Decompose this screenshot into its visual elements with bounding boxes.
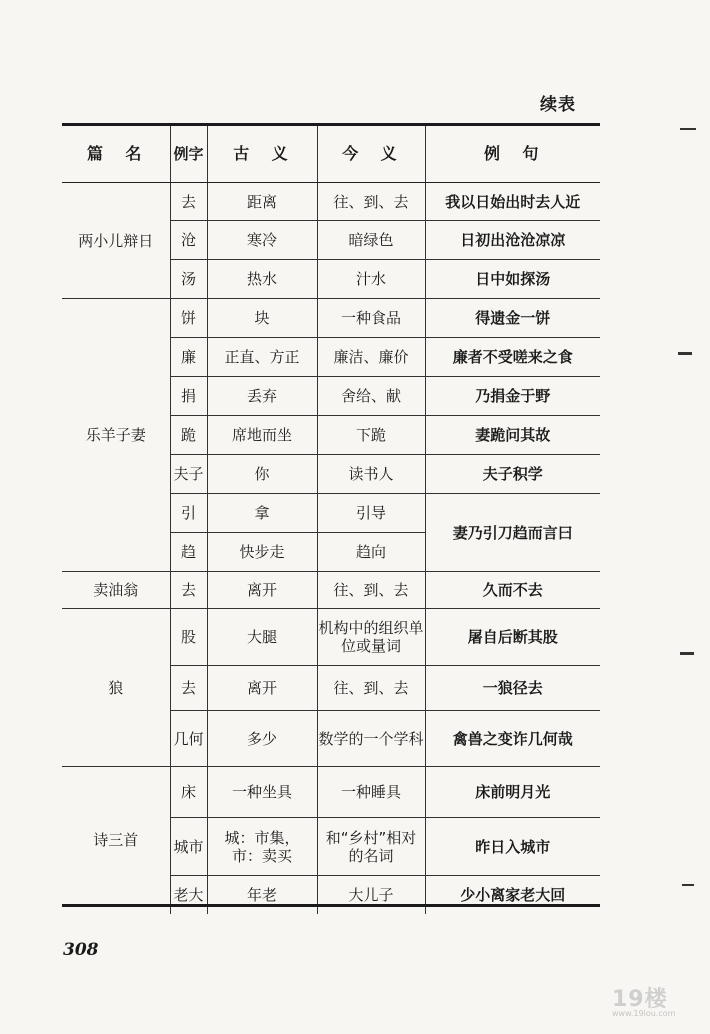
table-row: [62, 767, 600, 818]
lesson-title: 诗三首: [62, 767, 170, 914]
example-char: 老大: [170, 876, 207, 914]
new-meaning: 往、到、去: [317, 183, 425, 221]
example-char: 床: [170, 767, 207, 818]
new-meaning: 和“乡村”相对的名词: [317, 818, 425, 876]
vocabulary-table: [62, 126, 600, 914]
margin-mark: [682, 884, 694, 886]
old-meaning: 离开: [207, 572, 317, 609]
old-meaning: 大腿: [207, 609, 317, 666]
lesson-title: 狼: [62, 609, 170, 767]
new-meaning: 一种食品: [317, 299, 425, 338]
example-sentence: 廉者不受嗟来之食: [425, 338, 600, 377]
old-meaning: 距离: [207, 183, 317, 221]
new-meaning: 数学的一个学科: [317, 711, 425, 767]
table-row: [62, 572, 600, 609]
example-sentence: 少小离家老大回: [425, 876, 600, 914]
new-meaning: 大儿子: [317, 876, 425, 914]
header-old-meaning: 古 义: [207, 126, 317, 183]
old-meaning: 一种坐具: [207, 767, 317, 818]
old-meaning: 城：市集，市：卖买: [207, 818, 317, 876]
new-meaning: 暗绿色: [317, 221, 425, 260]
example-char: 引: [170, 494, 207, 533]
new-meaning: 引导: [317, 494, 425, 533]
example-sentence: 得遗金一饼: [425, 299, 600, 338]
new-meaning: 机构中的组织单位或量词: [317, 609, 425, 666]
old-meaning: 年老: [207, 876, 317, 914]
new-meaning: 往、到、去: [317, 572, 425, 609]
example-char: 捐: [170, 377, 207, 416]
example-char: 城市: [170, 818, 207, 876]
new-meaning: 读书人: [317, 455, 425, 494]
old-meaning: 寒冷: [207, 221, 317, 260]
example-sentence: 屠自后断其股: [425, 609, 600, 666]
margin-mark: [680, 652, 694, 655]
example-sentence: 禽兽之变诈几何哉: [425, 711, 600, 767]
table-row: [62, 609, 600, 666]
example-sentence: 久而不去: [425, 572, 600, 609]
example-char: 汤: [170, 260, 207, 299]
example-char: 趋: [170, 533, 207, 572]
example-sentence: 夫子积学: [425, 455, 600, 494]
example-sentence: 日初出沧沧凉凉: [425, 221, 600, 260]
new-meaning: 一种睡具: [317, 767, 425, 818]
example-sentence: 日中如探汤: [425, 260, 600, 299]
example-char: 夫子: [170, 455, 207, 494]
example-char: 去: [170, 183, 207, 221]
margin-mark: [678, 352, 692, 355]
table-header-row: [62, 126, 600, 183]
table-row: [62, 299, 600, 338]
lesson-title: 卖油翁: [62, 572, 170, 609]
example-char: 去: [170, 572, 207, 609]
old-meaning: 多少: [207, 711, 317, 767]
example-sentence: 床前明月光: [425, 767, 600, 818]
lesson-title: 乐羊子妻: [62, 299, 170, 572]
old-meaning: 拿: [207, 494, 317, 533]
old-meaning: 热水: [207, 260, 317, 299]
new-meaning: 汁水: [317, 260, 425, 299]
example-sentence: 昨日入城市: [425, 818, 600, 876]
bottom-rule: [62, 904, 600, 907]
continued-label: 续表: [540, 95, 576, 115]
header-example: 例 句: [425, 126, 600, 183]
example-char: 沧: [170, 221, 207, 260]
old-meaning: 正直、方正: [207, 338, 317, 377]
example-sentence: 乃捐金于野: [425, 377, 600, 416]
header-title: 篇 名: [62, 126, 170, 183]
header-char: 例字: [170, 126, 207, 183]
site-watermark: [612, 982, 675, 1018]
lesson-title: 两小儿辩日: [62, 183, 170, 299]
new-meaning: 廉洁、廉价: [317, 338, 425, 377]
watermark-logo: 19楼: [612, 987, 668, 1012]
old-meaning: 你: [207, 455, 317, 494]
header-new-meaning: 今 义: [317, 126, 425, 183]
example-sentence: 妻跪问其故: [425, 416, 600, 455]
page-number: 308: [63, 940, 99, 960]
margin-mark: [680, 128, 696, 130]
watermark-url: www.19lou.com: [612, 1009, 676, 1018]
example-sentence: 我以日始出时去人近: [425, 183, 600, 221]
example-char: 廉: [170, 338, 207, 377]
example-char: 去: [170, 666, 207, 711]
old-meaning: 快步走: [207, 533, 317, 572]
table-row: [62, 183, 600, 221]
example-char: 饼: [170, 299, 207, 338]
example-sentence: 妻乃引刀趋而言曰: [425, 494, 600, 572]
example-sentence: 一狼径去: [425, 666, 600, 711]
new-meaning: 舍给、献: [317, 377, 425, 416]
old-meaning: 离开: [207, 666, 317, 711]
old-meaning: 丢弃: [207, 377, 317, 416]
example-char: 股: [170, 609, 207, 666]
old-meaning: 席地而坐: [207, 416, 317, 455]
new-meaning: 趋向: [317, 533, 425, 572]
new-meaning: 往、到、去: [317, 666, 425, 711]
example-char: 跪: [170, 416, 207, 455]
new-meaning: 下跪: [317, 416, 425, 455]
old-meaning: 块: [207, 299, 317, 338]
example-char: 几何: [170, 711, 207, 767]
